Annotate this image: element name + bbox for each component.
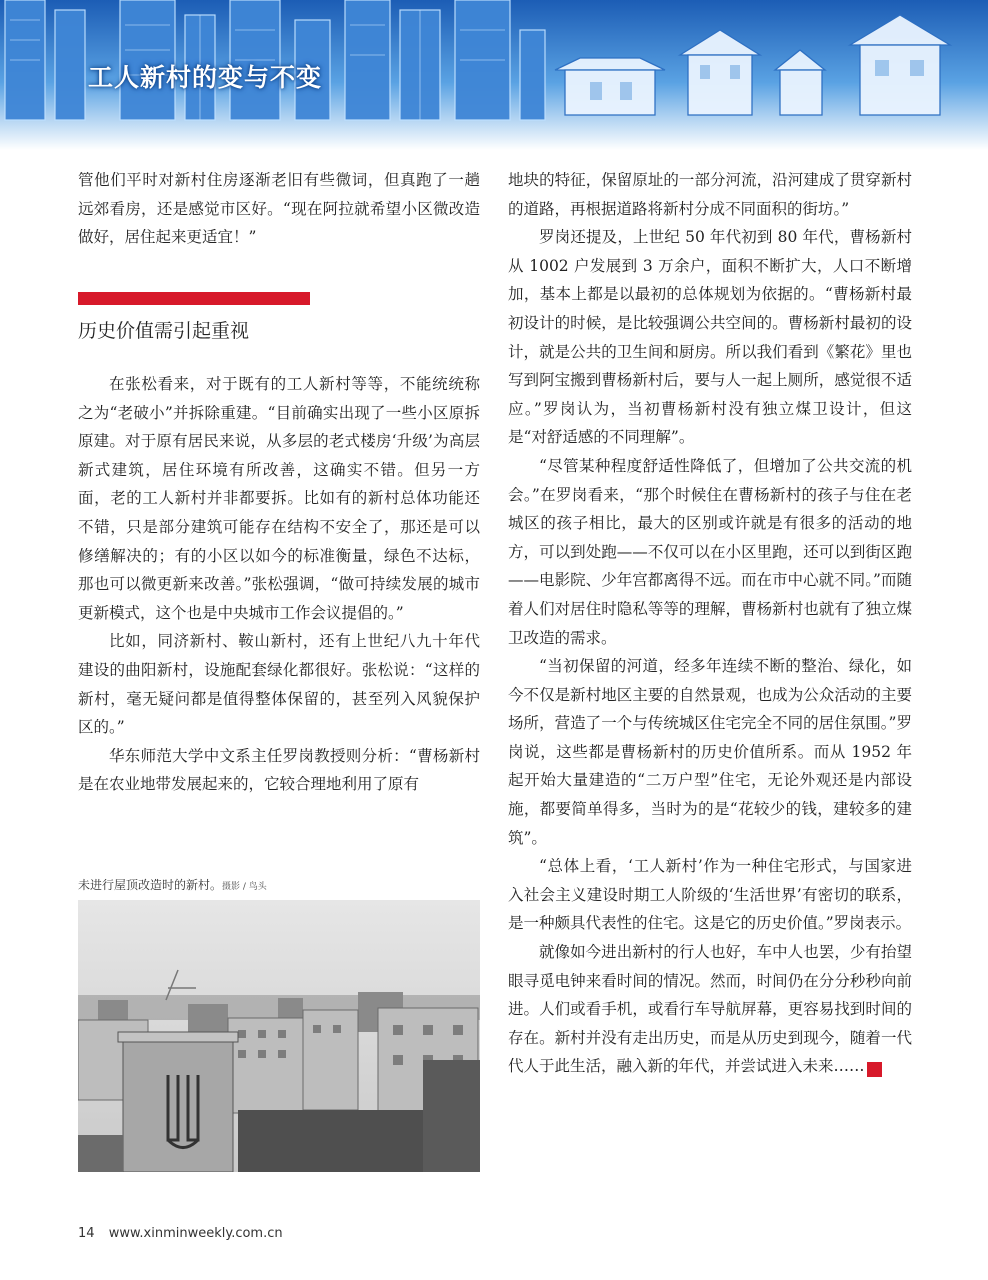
rooftop-photo [78,900,480,1172]
paragraph: 罗岗还提及，上世纪 50 年代初到 80 年代，曹杨新村从 1002 户发展到 3 万余户，面积不断扩大，人口不断增加，基本上都是以最初的总体规划为依据的。“曹杨新村最初设计的时候，是比较强调公共空间的。曹杨新村最初的设计，就是公共的卫生间和厨房。所以我们看到《繁花》里也写到阿宝搬到曹杨新村后，要与人一起上厕所，感觉很不适应。”罗岗认为，当初曹杨新村没有独立煤卫设计，但这是“对舒适感的不同理解”。 [508,228,912,447]
header-banner [0,0,988,150]
section-divider-bar [78,292,310,305]
paragraph: 华东师范大学中文系主任罗岗教授则分析：“曹杨新村是在农业地带发展起来的，它较合理地利用了原有 [78,746,480,794]
end-mark-icon: 民 [867,1062,882,1077]
paragraph: “当初保留的河道，经多年连续不断的整治、绿化，如今不仅是新村地区主要的自然景观，也成为公众活动的主要场所，营造了一个与传统城区住宅完全不同的居住氛围。”罗岗说，这些都是曹杨新村的历史价值所系。而从 1952 年起开始大量建造的“二万户型”住宅，无论外观还是内部设施，都要简单得多，当时为的是“花较少的钱，建较多的建筑”。 [508,657,912,847]
photo [78,900,480,1172]
section-title: 工人新村的变与不变 [88,63,323,92]
paragraph-text: 就像如今进出新村的行人也好，车中人也罢，少有抬望眼寻觅电钟来看时间的情况。然而，时间仍在分分秒秒向前进。人们或看手机，或看行车导航屏幕，更容易找到时间的存在。新村并没有走出历史，而是从历史到现今，随着一代代人于此生活，融入新的年代，并尝试进入未来…… [508,943,912,1076]
page-footer [78,1226,283,1241]
subheading: 历史价值需引起重视 [78,320,250,342]
caption-text: 未进行屋顶改造时的新村。 [78,878,223,892]
paragraph: “尽管某种程度舒适性降低了，但增加了公共交流的机会。”在罗岗看来，“那个时候住在曹杨新村的孩子与住在老城区的孩子相比，最大的区别或许就是有很多的活动的地方，可以到处跑——不仅可以在小区里跑，还可以到街区跑——电影院、少年宫都离得不远。而在市中心就不同。”而随着人们对居住时隐私等等的理解，曹杨新村也就有了独立煤卫改造的需求。 [508,456,912,647]
photo-credit: 摄影 / 鸟头 [222,882,267,892]
paragraph: 管他们平时对新村住房逐渐老旧有些微词，但真跑了一趟远郊看房，还是感觉市区好。“现在阿拉就希望小区微改造做好，居住起来更适宜！” [78,171,480,247]
page-number: 14 [78,1226,95,1241]
paragraph: “总体上看，‘工人新村’作为一种住宅形式，与国家进入社会主义建设时期工人阶级的‘生活世界’有密切的联系，是一种颇具代表性的住宅。这是它的历史价值。”罗岗表示。 [508,857,912,933]
photo-caption [78,876,267,893]
paragraph: 在张松看来，对于既有的工人新村等等，不能统统称之为“老破小”并拆除重建。“目前确实出现了一些小区原拆原建。对于原有居民来说，从多层的老式楼房‘升级’为高层新式建筑，居住环境有所改善，这确实不错。但另一方面，老的工人新村并非都要拆。比如有的新村总体功能还不错，只是部分建筑可能存在结构不安全了，那还是可以修缮解决的；有的小区以如今的标准衡量，绿色不达标，那也可以微更新来改善。”张松强调，“做可持续发展的城市更新模式，这个也是中央城市工作会议提倡的。” [78,375,480,622]
paragraph: 地块的特征，保留原址的一部分河流，沿河建成了贯穿新村的道路，再根据道路将新村分成不同面积的街坊。” [508,171,912,218]
left-column-body [78,370,480,799]
paragraph-last [508,938,912,1081]
left-column-continuation [78,166,480,252]
website-url: www.xinminweekly.com.cn [108,1226,283,1241]
paragraph: 比如，同济新村、鞍山新村，还有上世纪八九十年代建设的曲阳新村，设施配套绿化都很好。张松说：“这样的新村，毫无疑问都是值得整体保留的，甚至列入风貌保护区的。” [78,632,480,737]
right-column [508,166,912,1081]
